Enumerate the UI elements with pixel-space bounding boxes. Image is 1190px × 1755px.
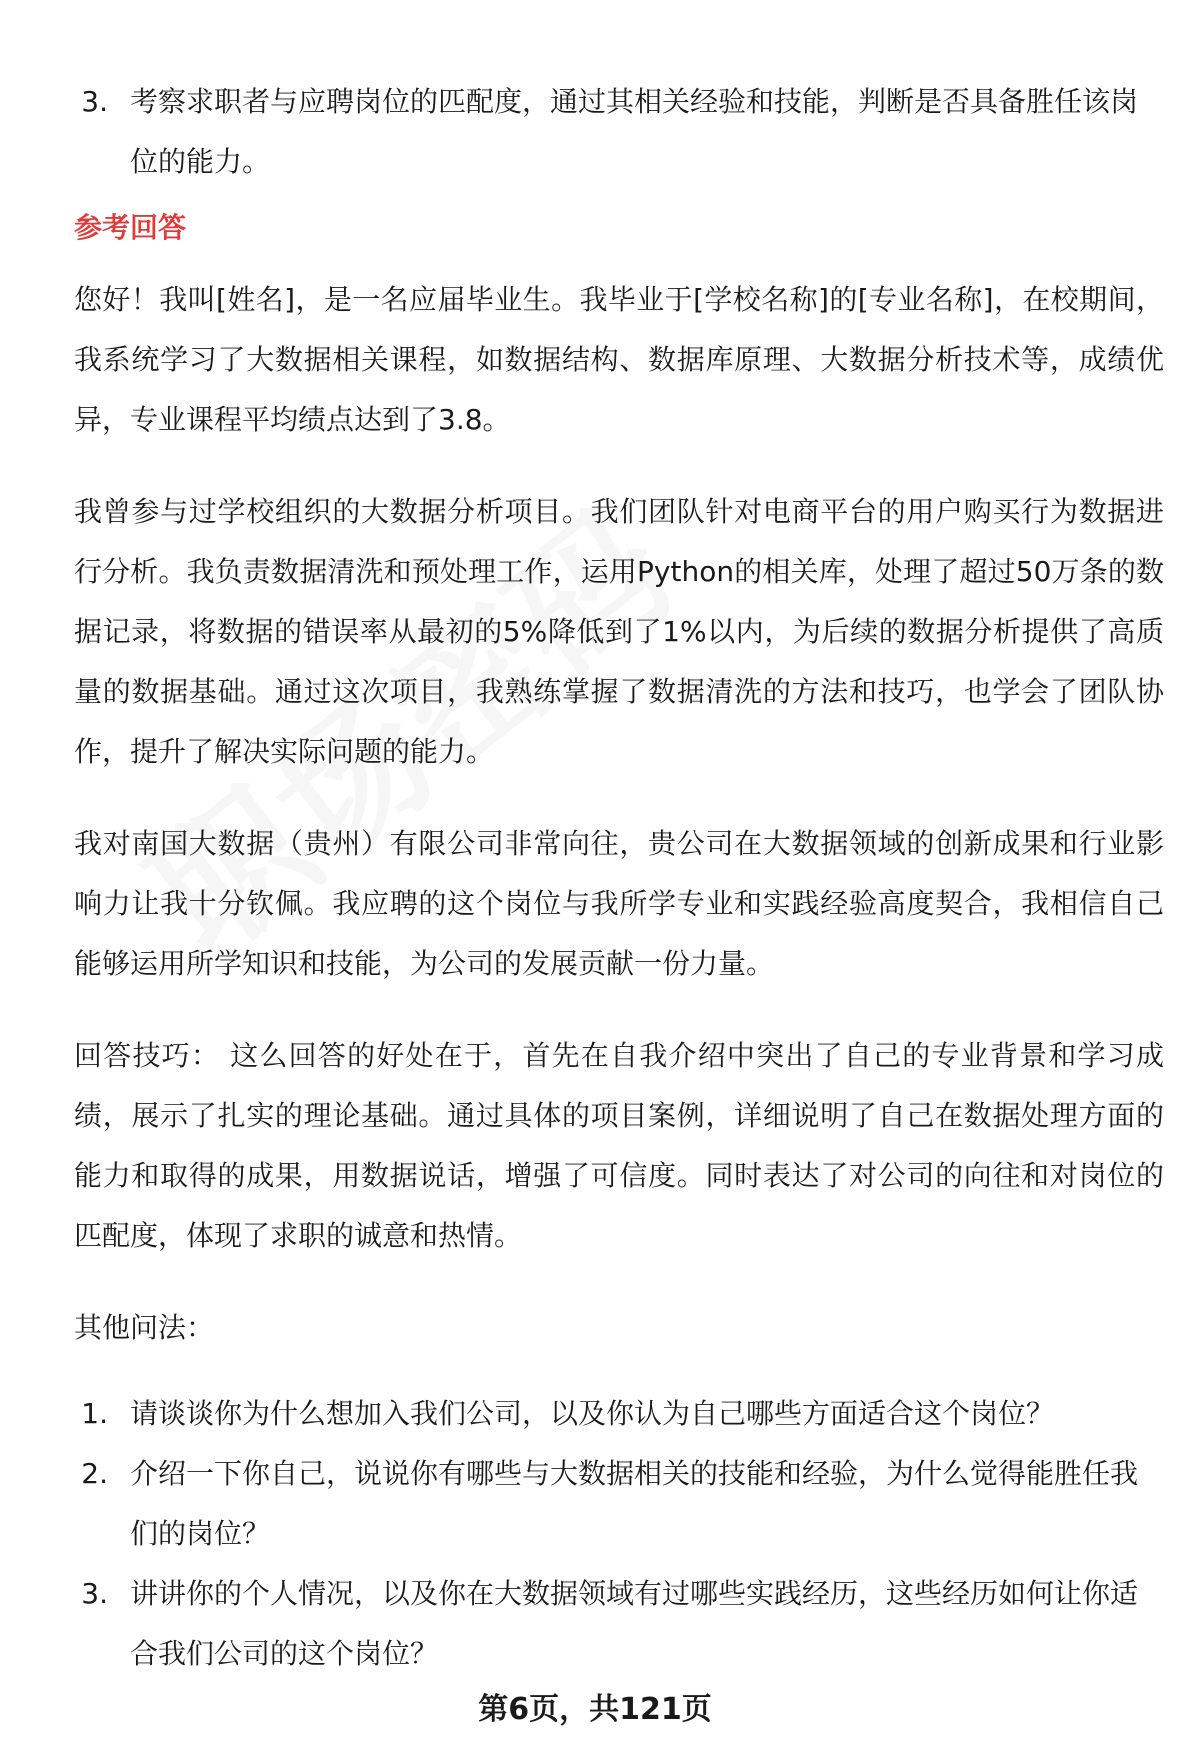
list-text: 讲讲你的个人情况，以及你在大数据领域有过哪些实践经历，这些经历如何让你适合我们公司的这个岗位？ <box>130 1577 1139 1670</box>
list-number: 2. <box>81 1457 108 1490</box>
other-question-1 <box>74 1384 1164 1444</box>
page-footer: 第6页，共121页 <box>478 1692 712 1727</box>
answer-paragraph-1: 您好！我叫[姓名]，是一名应届毕业生。我毕业于[学校名称]的[专业名称]，在校期间，我系统学习了大数据相关课程，如数据结构、数据库原理、大数据分析技术等，成绩优异，专业课程平均绩点达到了3.8。 <box>74 283 1164 436</box>
other-questions-title: 其他问法： <box>74 1311 215 1344</box>
list-number: 3. <box>81 85 108 118</box>
answer-paragraph-2: 我曾参与过学校组织的大数据分析项目。我们团队针对电商平台的用户购买行为数据进行分析。我负责数据清洗和预处理工作，运用Python的相关库，处理了超过50万条的数据记录，将数据的错误率从最初的5%降低到了1%以内，为后续的数据分析提供了高质量的数据基础。通过这次项目，我熟练掌握了数据清洗的方法和技巧，也学会了团队协作，提升了解决实际问题的能力。 <box>74 495 1164 768</box>
list-number: 3. <box>81 1577 108 1610</box>
list-text: 考察求职者与应聘岗位的匹配度，通过其相关经验和技能，判断是否具备胜任该岗位的能力。 <box>130 85 1139 178</box>
page-content <box>74 72 1164 1684</box>
list-item-top-3 <box>74 72 1164 192</box>
other-question-2 <box>74 1444 1164 1564</box>
list-text: 请谈谈你为什么想加入我们公司，以及你认为自己哪些方面适合这个岗位？ <box>130 1397 1055 1430</box>
reference-answer-heading: 参考回答 <box>74 211 187 244</box>
list-number: 1. <box>81 1397 108 1430</box>
list-text: 介绍一下你自己，说说你有哪些与大数据相关的技能和经验，为什么觉得能胜任我们的岗位？ <box>130 1457 1139 1550</box>
answer-tips-paragraph: 回答技巧： 这么回答的好处在于，首先在自我介绍中突出了自己的专业背景和学习成绩，展示了扎实的理论基础。通过具体的项目案例，详细说明了自己在数据处理方面的能力和取得的成果，用数据说话，增强了可信度。同时表达了对公司的向往和对岗位的匹配度，体现了求职的诚意和热情。 <box>74 1039 1164 1252</box>
answer-paragraph-3: 我对南国大数据（贵州）有限公司非常向往，贵公司在大数据领域的创新成果和行业影响力让我十分钦佩。我应聘的这个岗位与我所学专业和实践经验高度契合，我相信自己能够运用所学知识和技能，为公司的发展贡献一份力量。 <box>74 827 1164 980</box>
other-question-3 <box>74 1564 1164 1684</box>
